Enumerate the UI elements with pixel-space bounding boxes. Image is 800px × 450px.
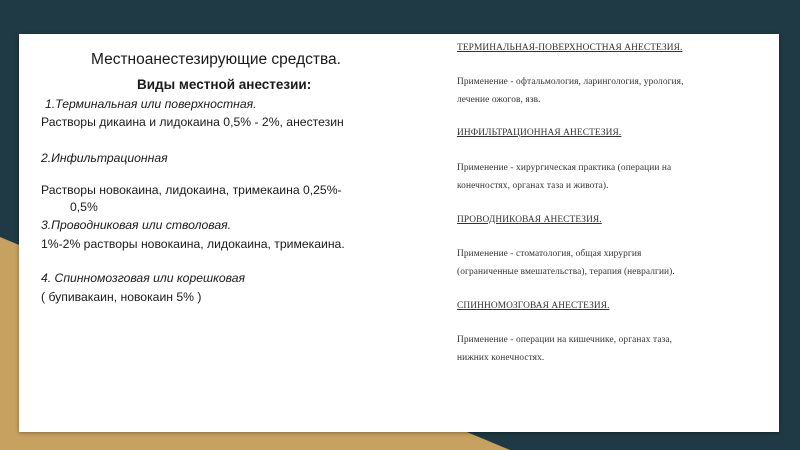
section-conduction-text-1: Применение - стоматология, общая хирургия	[457, 249, 642, 259]
section-spinal-text-2: нижних конечностях.	[457, 353, 545, 363]
slide	[19, 34, 779, 432]
section-infiltration-text-1: Применение - хирургическая практика (операции на	[457, 163, 672, 173]
type-3-heading: 3.Проводниковая или стволовая.	[41, 218, 232, 232]
type-2-drugs: Растворы новокаина, лидокаина, тримекаина 0,25%-	[41, 183, 342, 197]
left-column	[19, 34, 449, 432]
slide-title: Местноанестезирующие средства.	[91, 51, 341, 68]
section-terminal-text-2: лечение ожогов, язв.	[457, 95, 541, 105]
section-infiltration-text-2: конечностях, органах таза и живота).	[457, 181, 609, 191]
type-2-heading: 2.Инфильтрационная	[41, 151, 168, 165]
type-4-drugs: ( бупивакаин, новокаин 5% )	[41, 290, 202, 304]
section-spinal-heading: СПИННОМОЗГОВАЯ АНЕСТЕЗИЯ.	[457, 301, 610, 311]
type-2-drugs-cont: 0,5%	[70, 200, 98, 214]
right-column	[457, 34, 777, 432]
type-3-drugs: 1%-2% растворы новокаина, лидокаина, тримекаина.	[41, 237, 345, 251]
type-1-heading: 1.Терминальная или поверхностная.	[45, 97, 257, 111]
section-conduction-text-2: (ограниченные вмешательства), терапия (невралгии).	[457, 267, 675, 277]
type-1-drugs: Растворы дикаина и лидокаина 0,5% - 2%, анестезин	[41, 115, 344, 129]
section-infiltration-heading: ИНФИЛЬТРАЦИОННАЯ АНЕСТЕЗИЯ.	[457, 128, 622, 138]
section-terminal-text-1: Применение - офтальмология, ларингология, урология,	[457, 77, 684, 87]
section-terminal-heading: ТЕРМИНАЛЬНАЯ-ПОВЕРХНОСТНАЯ АНЕСТЕЗИЯ.	[457, 43, 683, 53]
slide-subtitle: Виды местной анестезии:	[137, 77, 312, 92]
section-conduction-heading: ПРОВОДНИКОВАЯ АНЕСТЕЗИЯ.	[457, 215, 602, 225]
section-spinal-text-1: Применение - операции на кишечнике, органах таза,	[457, 335, 673, 345]
type-4-heading: 4. Спинномозговая или корешковая	[41, 271, 246, 285]
